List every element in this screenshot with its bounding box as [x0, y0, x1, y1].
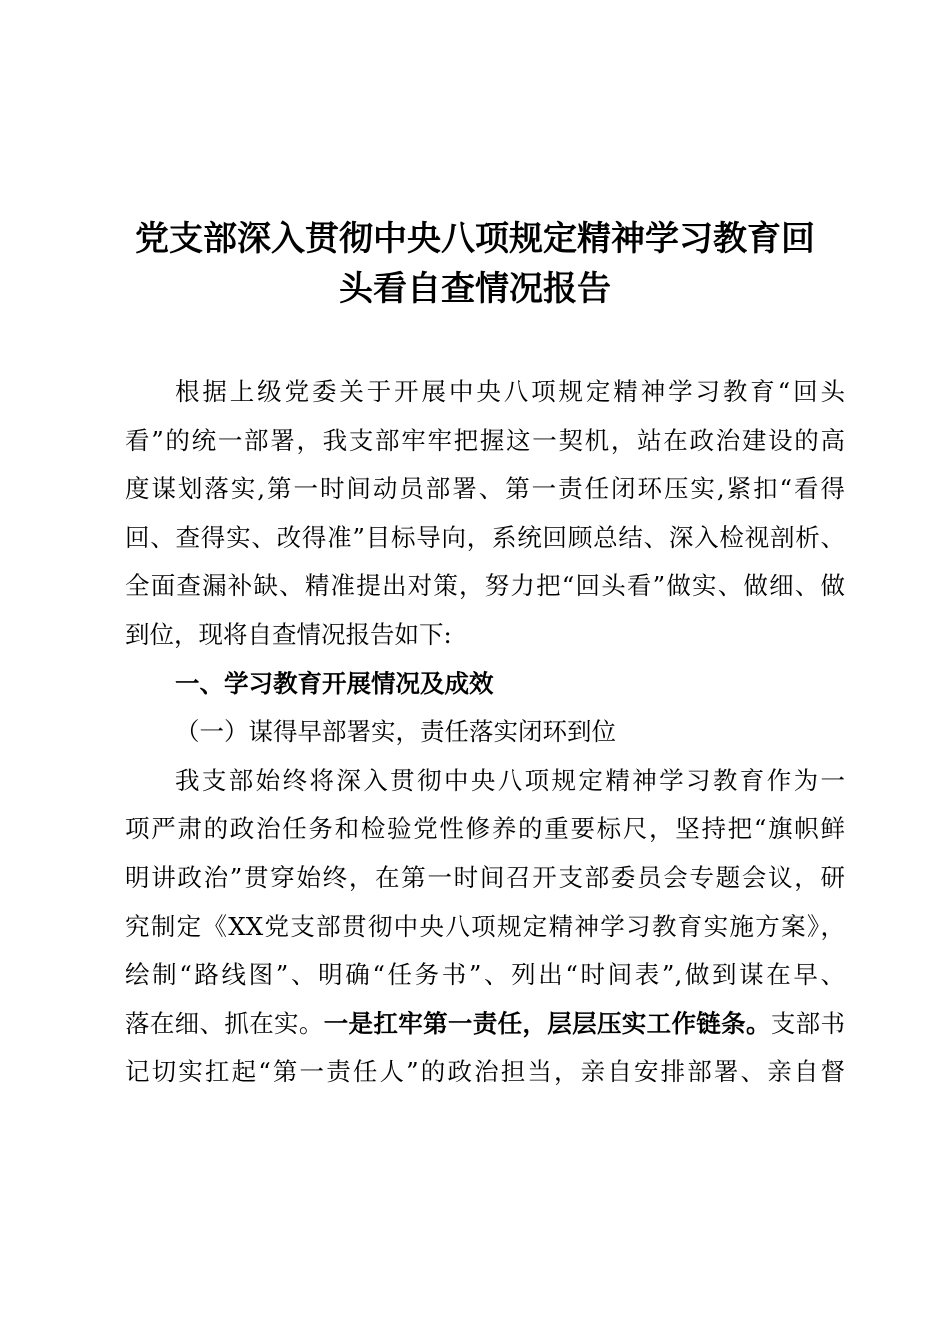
text-run: 支部书 — [770, 1008, 846, 1038]
document-body — [125, 368, 845, 1097]
paragraph-line: 究制定《XX党支部贯彻中央八项规定精神学习教育实施方案》， — [125, 911, 845, 941]
paragraph-line: 到位，现将自查情况报告如下: — [125, 619, 452, 649]
paragraph-line: 明讲政治”贯穿始终，在第一时间召开支部委员会专题会议，研 — [125, 862, 845, 892]
paragraph-line: 度谋划落实,第一时间动员部署、第一责任闭环压实,紧扣“看得 — [125, 474, 845, 504]
document-title — [110, 214, 840, 314]
section-heading: 一、学习教育开展情况及成效 — [175, 668, 494, 698]
subsection-heading: （一）谋得早部署实，责任落实闭环到位 — [175, 717, 616, 747]
paragraph-line — [125, 1000, 845, 1049]
text-run: 落在细、抓在实。 — [125, 1008, 324, 1038]
paragraph-line: 记切实扛起“第一责任人”的政治担当，亲自安排部署、亲自督 — [125, 1057, 845, 1087]
title-line-1: 党支部深入贯彻中央八项规定精神学习教育回 — [135, 219, 815, 259]
paragraph-line: 回、查得实、改得准”目标导向，系统回顾总结、深入检视剖析、 — [125, 522, 845, 552]
paragraph-line: 绘制“路线图”、明确“任务书”、列出“时间表”,做到谋在早、 — [125, 960, 845, 990]
bold-text-run: 一是扛牢第一责任，层层压实工作链条。 — [323, 1008, 771, 1038]
paragraph-line: 根据上级党委关于开展中央八项规定精神学习教育“回头 — [175, 377, 845, 406]
paragraph-line: 项严肃的政治任务和检验党性修养的重要标尺，坚持把“旗帜鲜 — [125, 814, 845, 844]
paragraph-line: 全面查漏补缺、精准提出对策，努力把“回头看”做实、做细、做 — [125, 571, 845, 601]
paragraph-line: 我支部始终将深入贯彻中央八项规定精神学习教育作为一 — [175, 765, 845, 795]
paragraph-line: 看”的统一部署，我支部牢牢把握这一契机，站在政治建设的高 — [125, 425, 845, 455]
title-line-2: 头看自查情况报告 — [339, 269, 611, 309]
